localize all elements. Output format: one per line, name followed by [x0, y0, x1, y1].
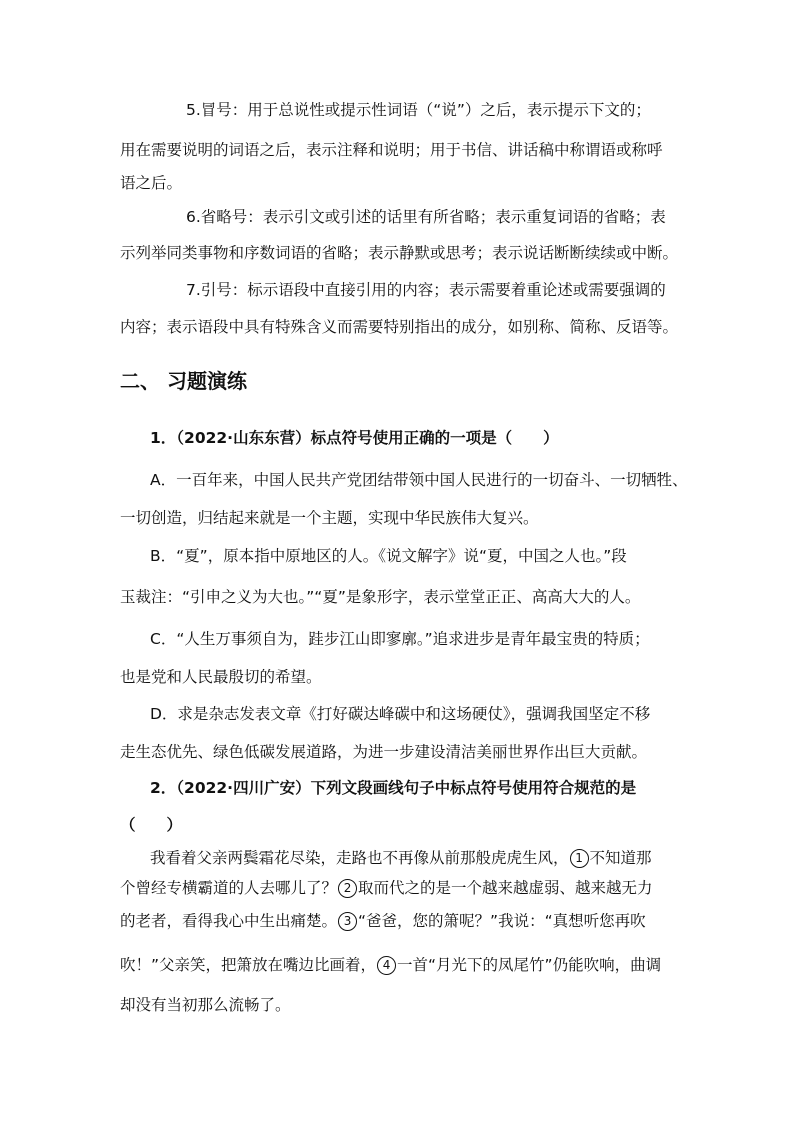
q2-passage-line4-text-a: 吹！”父亲笑，把箫放在嘴边比画着， [120, 956, 377, 974]
p5-line1: 5.冒号：用于总说性或提示性词语（“说”）之后，表示提示下文的； [186, 101, 651, 119]
p5-line3: 语之后。 [120, 174, 183, 192]
q2-passage-line3 [120, 910, 646, 932]
q2-passage-line3-text-b: “爸爸，您的箫呢？”我说：“真想听您再吹 [358, 912, 646, 930]
p6-line2: 示列举同类事物和序数词语的省略；表示静默或思考；表示说话断断续续或中断。 [120, 244, 679, 262]
q2-passage-line1-text-a: 我看着父亲两鬓霜花尽染，走路也不再像从前那般虎虎生风， [150, 849, 569, 867]
q2-passage-line4-text-b: 一首“月光下的凤尾竹”仍能吹响，曲调 [397, 956, 662, 974]
q2-passage-line2-text-a: 个曾经专横霸道的人去哪儿了？ [120, 879, 338, 897]
p7-line1: 7.引号：标示语段中直接引用的内容；表示需要着重论述或需要强调的 [186, 281, 666, 299]
q1-stem: 1．（2022·山东东营）标点符号使用正确的一项是（ ） [150, 429, 559, 447]
q2-passage-line2 [120, 877, 653, 899]
p7-line2: 内容；表示语段中具有特殊含义而需要特别指出的成分，如别称、简称、反语等。 [120, 318, 679, 336]
q2-passage-line3-text-a: 的老者，看得我心中生出痛楚。 [120, 912, 338, 930]
q1-option-d-line2: 走生态优先、绿色低碳发展道路，为进一步建设清洁美丽世界作出巨大贡献。 [120, 743, 648, 761]
q2-stem-line1: 2．（2022·四川广安）下列文段画线句子中标点符号使用符合规范的是 [150, 779, 637, 797]
circled-number-1: 1 [570, 849, 589, 868]
circled-number-4: 4 [377, 956, 396, 975]
q1-option-a-line1: A．一百年来，中国人民共产党团结带领中国人民进行的一切奋斗、一切牺牲、 [150, 471, 688, 489]
section-title: 二、 习题演练 [120, 369, 247, 393]
q2-stem-line2: （ ） [120, 816, 183, 834]
q1-option-b-line1: B．“夏”，原本指中原地区的人。《说文解字》说“夏，中国之人也。”段 [150, 547, 627, 565]
q1-option-b-line2: 玉裁注：“引申之义为大也。”“夏”是象形字，表示堂堂正正、高高大大的人。 [120, 588, 641, 606]
q1-option-c-line2: 也是党和人民最殷切的希望。 [120, 668, 322, 686]
q2-passage-line1 [150, 847, 652, 869]
circled-number-3: 3 [338, 912, 357, 931]
p5-line2: 用在需要说明的词语之后，表示注释和说明；用于书信、讲话稿中称谓语或称呼 [120, 141, 663, 159]
p6-line1: 6.省略号：表示引文或引述的话里有所省略；表示重复词语的省略；表 [186, 208, 666, 226]
q1-option-c-line1: C．“人生万事须自为，跬步江山即寥廓。”追求进步是青年最宝贵的特质； [150, 630, 650, 648]
q2-passage-line5: 却没有当初那么流畅了。 [120, 996, 291, 1014]
circled-number-2: 2 [338, 879, 357, 898]
q1-option-d-line1: D．求是杂志发表文章《打好碳达峰碳中和这场硬仗》，强调我国坚定不移 [150, 705, 651, 723]
q2-passage-line2-text-b: 取而代之的是一个越来越虚弱、越来越无力 [358, 879, 653, 897]
q2-passage-line1-text-b: 不知道那 [589, 849, 652, 867]
q1-option-a-line2: 一切创造，归结起来就是一个主题，实现中华民族伟大复兴。 [120, 509, 539, 527]
q2-passage-line4 [120, 954, 661, 976]
